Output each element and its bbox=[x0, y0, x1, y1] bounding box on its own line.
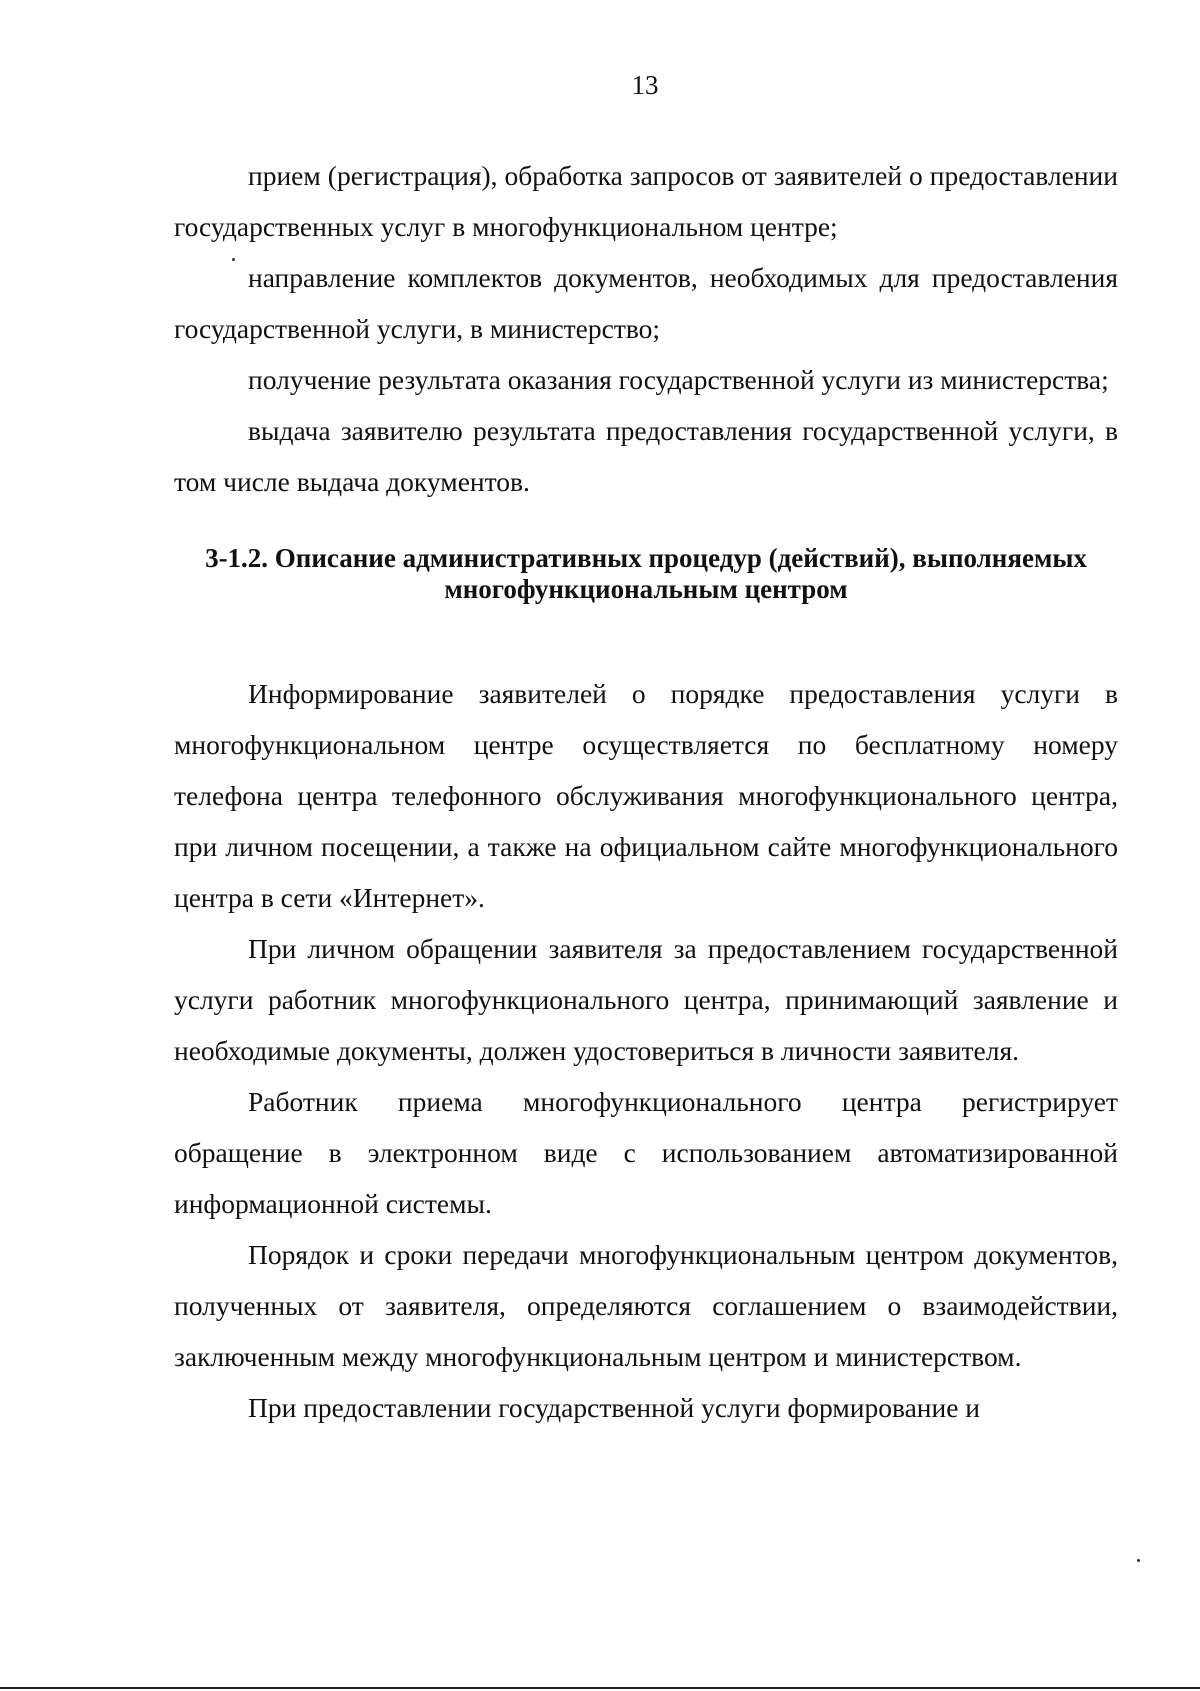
section-heading-line-1: 3-1.2. Описание административных процедур (действий), выполняемых bbox=[205, 543, 1087, 573]
paragraph: При личном обращении заявителя за предоставлением государственной услуги работник многофункционального центра, принимающий заявление и необходимые документы, должен удостовериться в личности заявителя. bbox=[174, 933, 1118, 1066]
section-spacer bbox=[174, 605, 1118, 668]
page-number: 13 bbox=[631, 70, 659, 100]
list-item: прием (регистрация), обработка запросов от заявителей о предоставлении государственных услуг в многофункциональном центре; bbox=[174, 160, 1118, 242]
paragraph: Информирование заявителей о порядке предоставления услуги в многофункциональном центре осуществляется по бесплатному номеру телефона центра телефонного обслуживания многофункционального центра, при личном посещении, а также на официальном сайте многофункционального центра в сети «Интернет». bbox=[174, 678, 1118, 913]
section-heading-line-2: многофункциональным центром bbox=[444, 574, 848, 604]
scan-speck bbox=[232, 258, 235, 261]
list-item: выдача заявителю результата предоставления государственной услуги, в том числе выдача документов. bbox=[174, 415, 1118, 497]
document-body bbox=[174, 150, 1118, 1433]
list-item: получение результата оказания государственной услуги из министерства; bbox=[248, 364, 1109, 395]
list-item: направление комплектов документов, необходимых для предоставления государственной услуги, в министерство; bbox=[174, 262, 1118, 344]
paragraph: Порядок и сроки передачи многофункциональным центром документов, полученных от заявителя, определяются соглашением о взаимодействии, заключенным между многофункциональным центром и министерством. bbox=[174, 1239, 1118, 1372]
paragraph: При предоставлении государственной услуги формирование и bbox=[248, 1392, 981, 1423]
scan-speck bbox=[1137, 1559, 1140, 1562]
section-heading bbox=[174, 543, 1118, 605]
scan-edge-line bbox=[0, 1687, 1200, 1689]
paragraph: Работник приема многофункционального центра регистрирует обращение в электронном виде с использованием автоматизированной информационной системы. bbox=[174, 1086, 1118, 1219]
